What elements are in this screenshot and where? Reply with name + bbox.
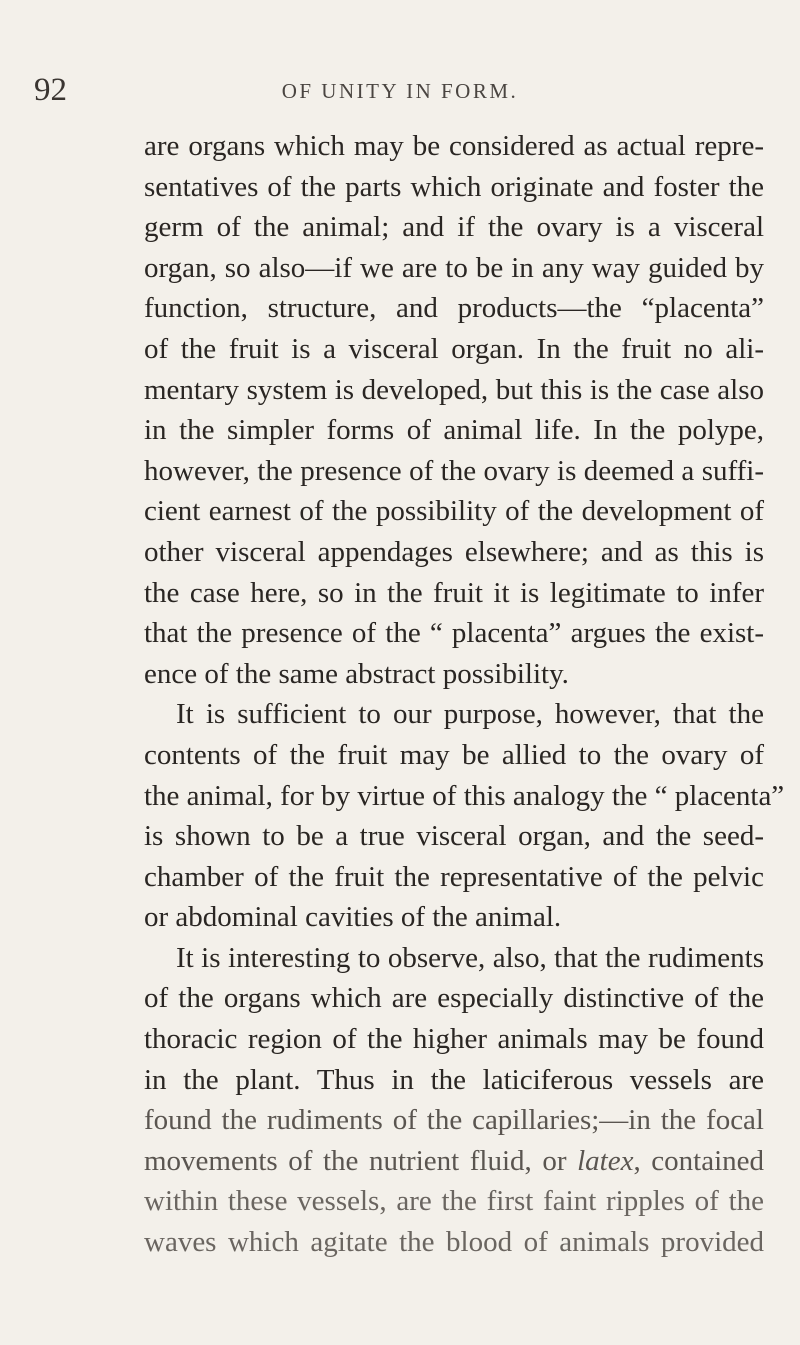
text-line: within these vessels, are the first faint ripples of the (144, 1185, 764, 1218)
text-line: of the organs which are especially distinctive of the (144, 982, 764, 1015)
text-line: cient earnest of the possibility of the development of (144, 495, 764, 528)
text-line: organ, so also—if we are to be in any way guided by (144, 251, 764, 284)
text-line: in the simpler forms of animal life. In the polype, (144, 414, 764, 447)
body-text (144, 126, 785, 1263)
text-line: other visceral appendages elsewhere; and as this is (144, 535, 764, 568)
text-line: ence of the same abstract possibility. (144, 657, 569, 690)
page-header (0, 72, 800, 112)
text-line: thoracic region of the higher animals may be found (144, 1023, 764, 1056)
text-line: are organs which may be considered as actual repre- (144, 130, 764, 162)
text-line: or abdominal cavities of the animal. (144, 901, 562, 934)
text-line: found the rudiments of the capillaries;—in the focal (144, 1104, 764, 1137)
page-number: 92 (34, 72, 67, 108)
text-line: chamber of the fruit the representative of the pelvic (144, 860, 764, 893)
text-line: sentatives of the parts which originate and foster the (144, 170, 764, 203)
italic-term: latex (577, 1144, 634, 1177)
text-line: in the plant. Thus in the laticiferous vessels are (144, 1063, 764, 1096)
text-line: function, structure, and products—the “placenta” (144, 292, 764, 325)
text-line: germ of the animal; and if the ovary is a visceral (144, 211, 764, 244)
text-line: the animal, for by virtue of this analogy the “ placenta” (144, 779, 785, 812)
text-line: contents of the fruit may be allied to the ovary of (144, 738, 764, 771)
text-line: waves which agitate the blood of animals provided (144, 1226, 764, 1259)
text-line: It is sufficient to our purpose, however, that the (176, 698, 764, 731)
text-line: movements of the nutrient fluid, or latex, contained (144, 1144, 765, 1177)
text-line: that the presence of the “ placenta” argues the exist- (144, 617, 764, 650)
text-line: however, the presence of the ovary is deemed a suffi- (144, 454, 764, 487)
text-line: is shown to be a true visceral organ, and the seed- (144, 820, 764, 853)
text-line: mentary system is developed, but this is the case also (144, 373, 764, 406)
running-head: OF UNITY IN FORM. (281, 79, 519, 103)
text-line: It is interesting to observe, also, that the rudiments (176, 941, 764, 974)
text-line: of the fruit is a visceral organ. In the fruit no ali- (144, 332, 764, 365)
text-line: the case here, so in the fruit it is legitimate to infer (144, 576, 764, 609)
